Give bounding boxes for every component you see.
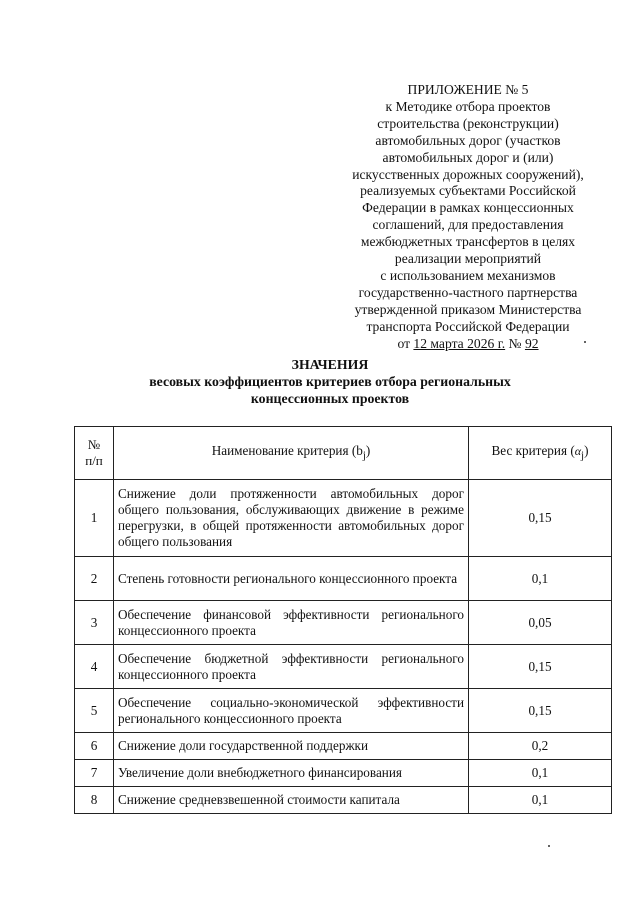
appendix-line: автомобильных дорог и (или) — [382, 149, 554, 165]
row-number: 2 — [75, 557, 114, 601]
order-number: 92 — [524, 335, 539, 351]
alpha-symbol: α — [574, 443, 582, 458]
header-criterion-name — [114, 427, 469, 480]
criterion-weight: 0,05 — [469, 601, 612, 645]
criterion-weight: 0,15 — [469, 480, 612, 557]
scan-speck — [548, 845, 550, 847]
table-row — [75, 787, 612, 814]
criterion-name: Обеспечение финансовой эффективности регионального концессионного проекта — [114, 601, 469, 645]
criterion-weight: 0,1 — [469, 787, 612, 814]
table-row — [75, 645, 612, 689]
criterion-name: Снижение доли протяженности автомобильных дорог общего пользования, обслуживающих движение в режиме перегрузки, в общей протяженности автомобильных дорог общего пользования — [114, 480, 469, 557]
header-weight-close: ) — [584, 442, 589, 458]
criterion-name: Обеспечение бюджетной эффективности регионального концессионного проекта — [114, 645, 469, 689]
appendix-line: искусственных дорожных сооружений), — [352, 166, 584, 182]
criterion-name: Степень готовности регионального концессионного проекта — [114, 557, 469, 601]
appendix-line: утвержденной приказом Министерства — [354, 301, 582, 317]
criterion-weight: 0,1 — [469, 557, 612, 601]
row-number: 1 — [75, 480, 114, 557]
appendix-line: реализации мероприятий — [394, 251, 542, 267]
criterion-weight: 0,2 — [469, 733, 612, 760]
header-name-close: ) — [365, 442, 371, 458]
header-weight-text: Вес критерия ( — [491, 442, 575, 458]
criterion-weight: 0,15 — [469, 689, 612, 733]
row-number: 4 — [75, 645, 114, 689]
appendix-line: строительства (реконструкции) — [377, 115, 559, 131]
header-number-abbr: п/п — [85, 453, 103, 468]
title-line-2: концессионных проектов — [250, 391, 410, 406]
appendix-line: соглашений, для предоставления — [372, 217, 564, 233]
appendix-line: с использованием механизмов — [380, 267, 556, 283]
criterion-name: Снижение доли государственной поддержки — [114, 733, 469, 760]
row-number: 5 — [75, 689, 114, 733]
criteria-table — [74, 426, 612, 814]
title-line-1: весовых коэффициентов критериев отбора региональных — [149, 374, 511, 389]
table-header-row — [75, 427, 612, 480]
appendix-line: межбюджетных трансфертов в целях — [360, 234, 576, 250]
criterion-name: Обеспечение социально-экономической эффективности регионального концессионного проекта — [114, 689, 469, 733]
row-number: 7 — [75, 760, 114, 787]
header-criterion-weight — [469, 427, 612, 480]
appendix-line: к Методике отбора проектов — [385, 98, 551, 114]
header-name-sub: j — [362, 449, 366, 462]
criterion-name: Увеличение доли внебюджетного финансирования — [114, 760, 469, 787]
header-number-sign: № — [87, 437, 101, 452]
table-row — [75, 760, 612, 787]
appendix-line: реализуемых субъектами Российской — [360, 183, 576, 199]
order-date: 12 марта 2026 г. — [413, 335, 506, 351]
row-number: 6 — [75, 733, 114, 760]
appendix-header — [318, 82, 618, 353]
criterion-name: Снижение средневзвешенной стоимости капитала — [114, 787, 469, 814]
appendix-title: ПРИЛОЖЕНИЕ № 5 — [407, 82, 529, 97]
number-prefix: № — [508, 335, 522, 351]
criterion-weight: 0,1 — [469, 760, 612, 787]
document-title — [60, 356, 600, 407]
row-number: 8 — [75, 787, 114, 814]
header-name-text: Наименование критерия (b — [211, 442, 363, 458]
appendix-line: Федерации в рамках концессионных — [362, 200, 574, 216]
header-number — [75, 427, 114, 480]
row-number: 3 — [75, 601, 114, 645]
table-row — [75, 733, 612, 760]
appendix-line: государственно-частного партнерства — [358, 284, 578, 300]
table-row — [75, 601, 612, 645]
appendix-line: транспорта Российской Федерации — [366, 318, 570, 334]
table-row — [75, 480, 612, 557]
table-row — [75, 557, 612, 601]
scan-speck — [584, 341, 586, 343]
order-date-line — [318, 336, 618, 353]
criterion-weight: 0,15 — [469, 645, 612, 689]
title-heading: ЗНАЧЕНИЯ — [291, 357, 369, 372]
header-weight-sub: j — [581, 449, 585, 462]
appendix-line: автомобильных дорог (участков — [375, 132, 561, 148]
table-row — [75, 689, 612, 733]
date-prefix: от — [397, 335, 411, 351]
